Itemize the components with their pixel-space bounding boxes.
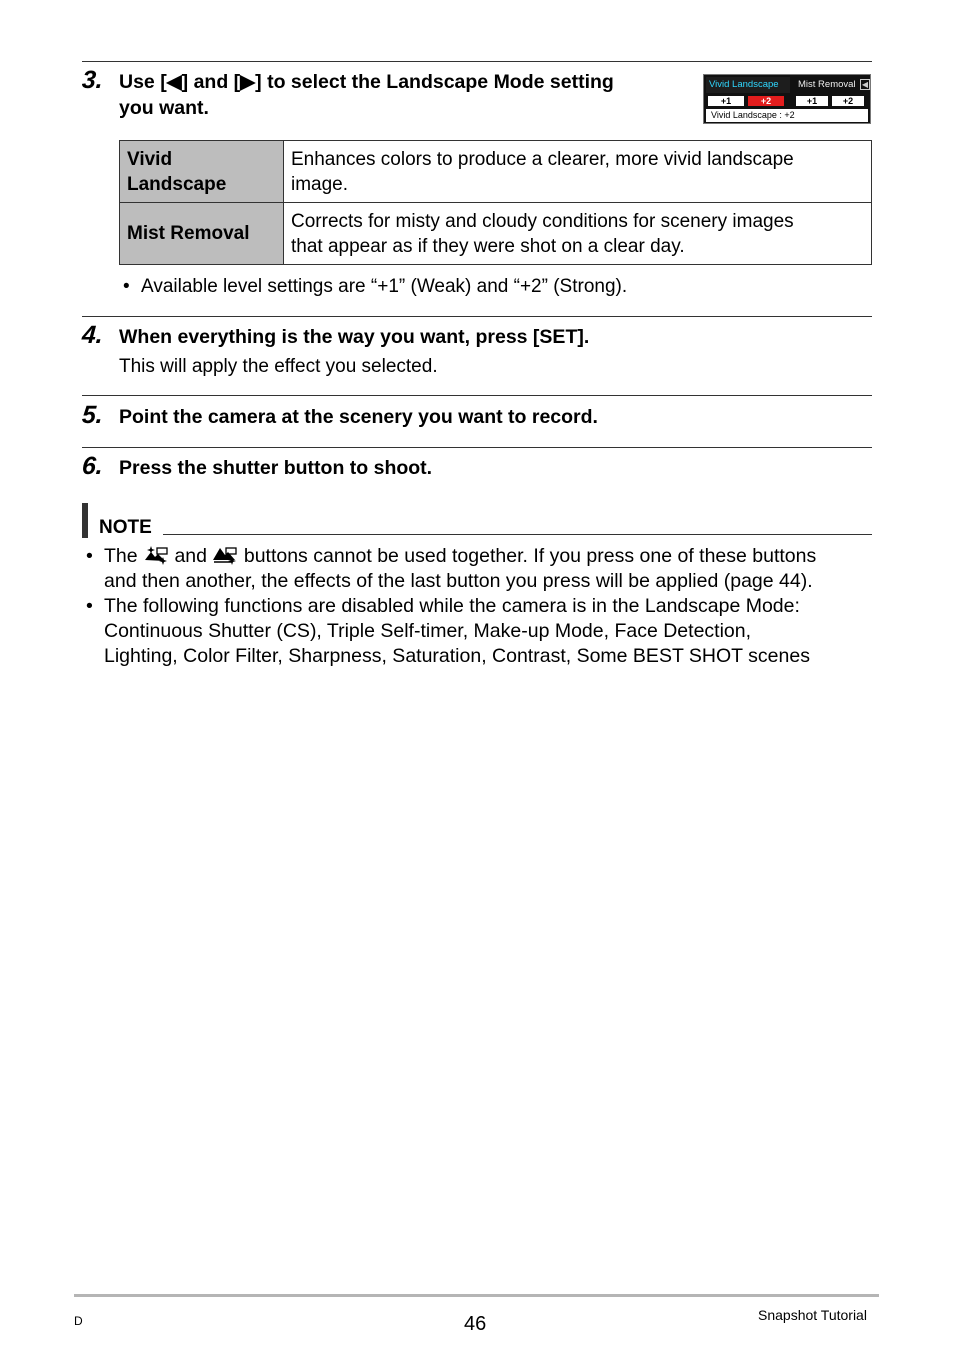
step-3-title-line1: Use [◀] and [▶] to select the Landscape Mode setting (119, 71, 614, 93)
step-5-divider (82, 395, 872, 396)
row-desc-line1: Enhances colors to produce a clearer, more vivid landscape (291, 148, 794, 170)
vivid-landscape-icon (143, 545, 169, 565)
step-4-title: When everything is the way you want, press [SET]. (119, 326, 590, 348)
note-rule (163, 534, 872, 535)
camera-screen-illustration (703, 74, 871, 124)
level-settings-note: Available level settings are “+1” (Weak) and “+2” (Strong). (141, 276, 628, 297)
mist-removal-tab: Mist Removal (798, 79, 856, 90)
step-6-title: Press the shutter button to shoot. (119, 457, 433, 479)
note-item-1 (86, 544, 886, 594)
row-desc-line2: that appear as if they were shot on a clear day. (291, 235, 685, 257)
row-head-line1: Vivid (127, 148, 173, 170)
section-title: Snapshot Tutorial (758, 1307, 867, 1323)
row-head-line2: Landscape (127, 173, 227, 195)
footer-left-mark: D (74, 1314, 83, 1328)
note-item-2-line1: The following functions are disabled while the camera is in the Landscape Mode: (104, 595, 800, 617)
step-3-title-line2: you want. (119, 97, 209, 119)
row-desc-line2: image. (291, 173, 349, 195)
vivid-level-2: +2 (748, 96, 784, 106)
note-item-2 (86, 594, 886, 669)
vivid-landscape-label (120, 141, 284, 203)
note-item-1-line1 (104, 544, 886, 569)
note-text: and (174, 545, 207, 567)
step-6-divider (82, 447, 872, 448)
level-bullet: • (123, 276, 130, 297)
step-3-divider (82, 61, 872, 62)
close-icon: ◀ (861, 80, 869, 89)
note-bullet: • (86, 545, 93, 567)
vivid-level-1: +1 (708, 96, 744, 106)
step-4-number: 4. (81, 321, 104, 349)
mist-removal-icon (212, 545, 238, 565)
step-4-body: This will apply the effect you selected. (119, 356, 438, 377)
note-label: NOTE (99, 517, 152, 538)
note-bullet: • (86, 595, 93, 617)
note-item-2-line3: Lighting, Color Filter, Sharpness, Saturation, Contrast, Some BEST SHOT scenes (104, 645, 810, 667)
row-desc-line1: Corrects for misty and cloudy conditions for scenery images (291, 210, 794, 232)
table-row (120, 141, 872, 203)
step-5-number: 5. (81, 401, 104, 429)
page-number: 46 (464, 1313, 487, 1335)
vivid-landscape-tab: Vivid Landscape (706, 77, 790, 93)
step-6-number: 6. (81, 452, 104, 480)
landscape-mode-table (119, 140, 872, 265)
mist-level-1: +1 (796, 96, 828, 106)
note-text: The (104, 545, 138, 567)
table-row (120, 203, 872, 265)
mist-removal-description (284, 203, 872, 265)
step-3-title (119, 69, 614, 121)
mist-removal-label: Mist Removal (120, 203, 284, 265)
note-marker-bar (82, 503, 88, 538)
note-item-1-line2: and then another, the effects of the last button you press will be applied (page 44). (104, 570, 813, 592)
step-3-number: 3. (81, 66, 104, 94)
footer-rule (74, 1294, 879, 1297)
note-item-2-line2: Continuous Shutter (CS), Triple Self-timer, Make-up Mode, Face Detection, (104, 620, 752, 642)
step-4-divider (82, 316, 872, 317)
mist-level-2: +2 (832, 96, 864, 106)
camera-status-text: Vivid Landscape : +2 (706, 109, 868, 122)
note-text: buttons cannot be used together. If you press one of these buttons (243, 545, 817, 567)
vivid-landscape-description (284, 141, 872, 203)
note-list (86, 544, 886, 669)
step-5-title: Point the camera at the scenery you want to record. (119, 406, 598, 428)
